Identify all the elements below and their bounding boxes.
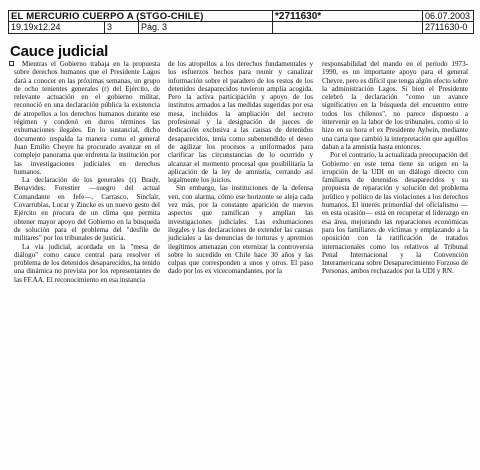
clipping-reference: 2711630-0 <box>425 22 468 32</box>
clipping-date: 06.07.2003 <box>425 11 471 21</box>
header-row-bottom <box>8 22 474 34</box>
article-column-2 <box>168 60 313 276</box>
paragraph: Sin embargo, las instituciones de la defensa ven, con alarma, cómo ese horizonte se aleja cada vez más, por la constante aparición de nuevos aspectos que ramifican y amplían las investigaciones judiciales. Las exhumaciones ilegales y las declaraciones de extender las causas judiciales a las denuncias de torturas y apremios ilegítimos amenazan con eternizar la controversia sobre lo sucedido en Chile hace 30 años y las culpas que corresponden a unos y otros. El paso dado por los ex vicecomandantes, por la <box>168 184 313 276</box>
clipping-size: 19.19x12.24 <box>9 22 105 33</box>
paragraph: La vía judicial, acordada en la "mesa de diálogo" como cauce central para resolver el problema de los detenidos desaparecidos, ha tenido una dinámica no prevista por los representantes de las FF.AA. El reconocimiento en esa instancia <box>14 242 160 284</box>
paragraph: responsabilidad del mando en el período 1973-1990, es un importante apoyo para el general Cheyre, pero es difícil que tenga algún efecto sobre la administración Lagos. Si bien el Presidente celebró la declaración "como un avance significativo en la búsqueda del encuentro entre todos los chilenos", no parece dispuesto a intervenir en la labor de los tribunales, como sí lo hizo en su hora el ex Presidente Aylwin, mediante una carta que cambió la interpretación que aquéllos daban a la amnistía hasta entonces. <box>322 60 468 151</box>
paragraph: Mientras el Gobierno trabaja en la propuesta sobre derechos humanos que el Presidente Lagos dará a conocer en las próximas semanas, un grupo de ocho tenientes generales (r) del Ejército, de relevante actuación en el gobierno militar, reconoció en una declaración pública la existencia de atropellos a los derechos humanos durante ese régimen y condenó en duros términos las exhumaciones ilegales. En lo sustancial, dicho documento respalda la manera como el general Juan Emilio Cheyre ha procurado avanzar en el complejo panorama que enfrenta la institución por las investigaciones judiciales en derechos humanos. <box>14 60 160 176</box>
publication-name: EL MERCURIO CUERPO A (STGO-CHILE) <box>9 11 273 21</box>
clipping-code: *2711630* <box>273 11 423 21</box>
paragraph: de los atropellos a los derechos fundamentales y los esfuerzos hechos para reunir y canalizar información sobre el paradero de los restos de los detenidos desaparecidos tuvieron amplia acogida. Pero la activa participación y apoyo de los institutos armados a las medidas sugeridas por esa mesa, incluidos la ampliación del secreto profesional y la designación de jueces de dedicación exclusiva a las causas de detenidos desaparecidos, tenía como subentendido el deseo de agilizar los procesos a uniformados para clarificar las circunstancias de lo ocurrido y alcanzar el momento procesal que posibilitaría la aplicación de la ley de amnistía, cerrando así legalmente los juicios. <box>168 60 313 185</box>
header-row-top <box>8 10 474 22</box>
header-empty-cell <box>273 22 423 33</box>
clipping-section: 3 <box>105 22 139 33</box>
article-column-1 <box>14 60 160 284</box>
paragraph: Por el contrario, la actualizada preocupación del Gobierno en este tema tiene su origen en la irrupción de la UDI en un diálogo directo con familiares de detenidos desaparecidos y su propuesta de reparación y solución del problema jurídico y político de las violaciones a los derechos humanos. El interés primordial del oficialismo —en esta ocasión— está en recuperar el liderazgo en esa área, mejorando las reparaciones económicas para los familiares de víctimas y emplazando a la oposición con la ratificación de tratados internacionales como los relativos al Tribunal Penal Internacional y la Convención Interamericana sobre Desaparecimiento Forzoso de Personas, ambos rechazados por la UDI y RN. <box>322 151 468 276</box>
clipping-page: Pág. 3 <box>139 22 273 33</box>
article-column-3 <box>322 60 468 276</box>
paragraph: La declaración de los generales (r) Brady, Benavides, Forestier —suegro del actual Comandante en Jefe—, Carrasco, Sinclair, Covarrubias, Lucar y Zincke es un nuevo gesto del Ejército en procura de un clima que permita obtener mayor apoyo del Gobierno en la búsqueda de solución para el problema del "desfile de militares" por los tribunales de justicia. <box>14 176 160 243</box>
article-title: Cauce judicial <box>10 43 109 60</box>
